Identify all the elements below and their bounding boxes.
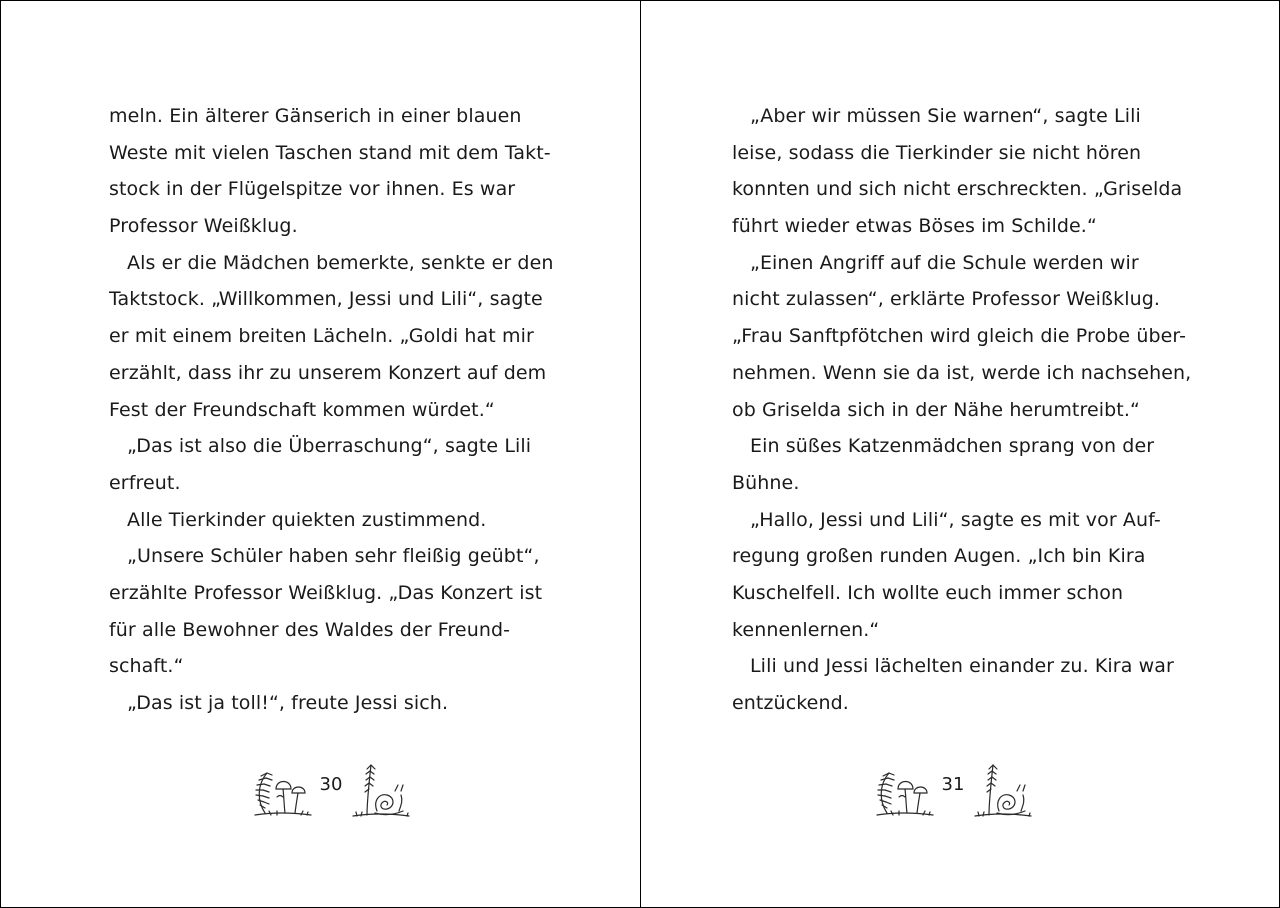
text-line: führt wieder etwas Böses im Schilde.“ bbox=[732, 215, 1097, 238]
text-line: leise, sodass die Tierkinder sie nicht hören bbox=[732, 141, 1142, 164]
text-line: „Aber wir müssen Sie warnen“, sagte Lili bbox=[750, 105, 1141, 127]
text-line: Ein süßes Katzenmädchen sprang von der bbox=[750, 435, 1155, 458]
text-line: „Einen Angriff auf die Schule werden wir bbox=[750, 251, 1139, 274]
text-line: kennenlernen.“ bbox=[732, 618, 880, 641]
text-line: erzählte Professor Weißklug. „Das Konzert ist bbox=[109, 581, 543, 604]
text-line: Weste mit vielen Taschen stand mit dem Takt- bbox=[109, 141, 551, 164]
text-line: „Frau Sanftpfötchen wird gleich die Probe über- bbox=[732, 325, 1187, 348]
text-line: meln. Ein älterer Gänserich in einer blauen bbox=[109, 105, 522, 127]
text-line: Bühne. bbox=[732, 471, 800, 494]
text-line: er mit einem breiten Lächeln. „Goldi hat mir bbox=[109, 325, 534, 348]
text-line: nehmen. Wenn sie da ist, werde ich nachsehen, bbox=[732, 361, 1192, 384]
page-number: 31 bbox=[941, 774, 965, 795]
plant-snail-ornament-icon bbox=[971, 761, 1033, 819]
text-line: erzählt, dass ihr zu unserem Konzert auf dem bbox=[109, 361, 547, 384]
text-line: regung großen runden Augen. „Ich bin Kira bbox=[732, 545, 1146, 568]
text-line: entzückend. bbox=[732, 692, 849, 714]
text-line: erfreut. bbox=[109, 471, 181, 494]
text-line: Fest der Freundschaft kommen würdet.“ bbox=[109, 398, 495, 421]
left-page bbox=[1, 1, 641, 907]
text-line: ob Griselda sich in der Nähe herumtreibt.“ bbox=[732, 398, 1140, 421]
right-page-folio bbox=[873, 761, 1033, 821]
text-line: „Hallo, Jessi und Lili“, sagte es mit vor Auf- bbox=[750, 508, 1161, 531]
text-line: konnten und sich nicht erschreckten. „Griselda bbox=[732, 178, 1183, 201]
text-line: „Das ist ja toll!“, freute Jessi sich. bbox=[127, 692, 449, 714]
text-line: Als er die Mädchen bemerkte, senkte er den bbox=[127, 251, 554, 274]
right-page-text bbox=[732, 98, 1192, 722]
text-line: stock in der Flügelspitze vor ihnen. Es war bbox=[109, 178, 516, 201]
text-line: für alle Bewohner des Waldes der Freund- bbox=[109, 618, 511, 641]
right-page bbox=[641, 1, 1279, 907]
left-page-text bbox=[109, 98, 554, 722]
text-line: schaft.“ bbox=[109, 655, 184, 678]
text-line: Lili und Jessi lächelten einander zu. Kira war bbox=[750, 655, 1174, 678]
text-line: „Das ist also die Überraschung“, sagte Lili bbox=[127, 435, 532, 458]
plant-snail-ornament-icon bbox=[349, 761, 411, 819]
text-line: „Unsere Schüler haben sehr fleißig geübt“, bbox=[127, 545, 540, 568]
left-page-folio bbox=[251, 761, 411, 821]
text-line: Professor Weißklug. bbox=[109, 215, 298, 238]
text-line: Kuschelfell. Ich wollte euch immer schon bbox=[732, 581, 1124, 604]
text-line: Alle Tierkinder quiekten zustimmend. bbox=[127, 508, 487, 531]
text-line: nicht zulassen“, erklärte Professor Weißklug. bbox=[732, 288, 1161, 311]
text-line: Taktstock. „Willkommen, Jessi und Lili“, sagte bbox=[109, 288, 543, 311]
page-number: 30 bbox=[319, 774, 343, 795]
